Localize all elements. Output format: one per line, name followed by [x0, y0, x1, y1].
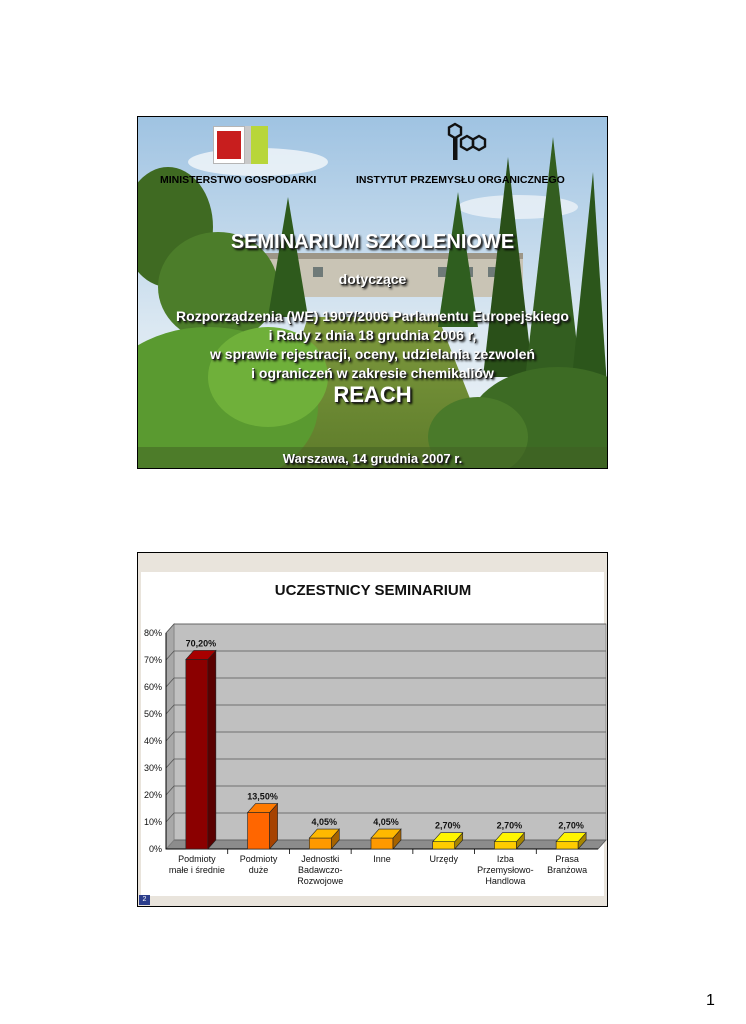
seminar-subtitle: dotyczące [338, 271, 407, 287]
campus-photo-background [138, 117, 608, 469]
y-tick-label: 60% [143, 682, 162, 692]
y-tick-label: 10% [143, 817, 162, 827]
bar [309, 838, 331, 849]
x-category-label: Prasa [555, 854, 579, 864]
seminar-title: SEMINARIUM SZKOLENIOWE [230, 231, 515, 253]
x-category-label: małe i średnie [168, 865, 225, 875]
y-tick-label: 50% [143, 709, 162, 719]
x-category-label: Podmioty [178, 854, 216, 864]
slide-number: 2 [139, 895, 150, 905]
x-category-label: Badawczo- [298, 865, 343, 875]
x-category-label: Handlowa [485, 876, 526, 886]
regulation-line-3: w sprawie rejestracji, oceny, udzielania zezwoleń [210, 346, 535, 362]
bar-value-label: 2,70% [434, 820, 461, 831]
ministry-name: MINISTERSTWO GOSPODARKI [160, 174, 317, 186]
bar [556, 842, 578, 849]
x-category-label: Izba [496, 854, 514, 864]
ipo-institute-logo-icon [446, 122, 488, 162]
chart-title: UCZESTNICY SEMINARIUM [274, 582, 472, 599]
y-tick-label: 0% [148, 844, 162, 854]
x-category-label: Inne [373, 854, 391, 864]
y-tick-label: 80% [143, 628, 162, 638]
ministry-logo [213, 126, 268, 164]
regulation-line-1: Rozporządzenia (WE) 1907/2006 Parlamentu Europejskiego [176, 308, 569, 324]
y-tick-label: 30% [143, 763, 162, 773]
x-category-label: Urzędy [429, 854, 458, 864]
y-tick-label: 20% [143, 790, 162, 800]
participants-bar-chart [138, 553, 608, 907]
bar [433, 842, 455, 849]
bar [248, 813, 270, 849]
y-tick-label: 70% [143, 655, 162, 665]
x-category-label: Podmioty [239, 854, 278, 864]
regulation-line-4: i ograniczeń w zakresie chemikaliów [251, 365, 494, 381]
polish-eagle-emblem-icon [217, 131, 241, 159]
y-tick-label: 40% [143, 736, 162, 746]
seminar-date-place: Warszawa, 14 grudnia 2007 r. [282, 451, 463, 466]
bar-value-label: 13,50% [247, 791, 278, 802]
bar-value-label: 70,20% [185, 638, 217, 649]
reach-heading: REACH [333, 382, 412, 407]
institute-name: INSTYTUT PRZEMYSŁU ORGANICZNEGO [356, 174, 565, 186]
page-number: 1 [706, 992, 715, 1009]
participants-chart-slide [137, 552, 608, 907]
bar-side [208, 650, 216, 849]
bar-value-label: 4,05% [373, 817, 399, 828]
x-category-label: Rozwojowe [297, 876, 344, 886]
bar-value-label: 2,70% [558, 820, 584, 831]
bar-value-label: 2,70% [496, 820, 523, 831]
x-category-label: duże [248, 865, 269, 875]
bar [186, 659, 208, 849]
x-category-label: Jednostki [301, 854, 340, 864]
x-category-label: Przemysłowo- [477, 865, 534, 875]
bar [494, 842, 516, 849]
title-slide [137, 116, 608, 469]
bar-value-label: 4,05% [311, 817, 338, 828]
x-category-label: Branżowa [547, 865, 588, 875]
regulation-line-2: i Rady z dnia 18 grudnia 2006 r, [268, 327, 477, 343]
bar [371, 838, 393, 849]
